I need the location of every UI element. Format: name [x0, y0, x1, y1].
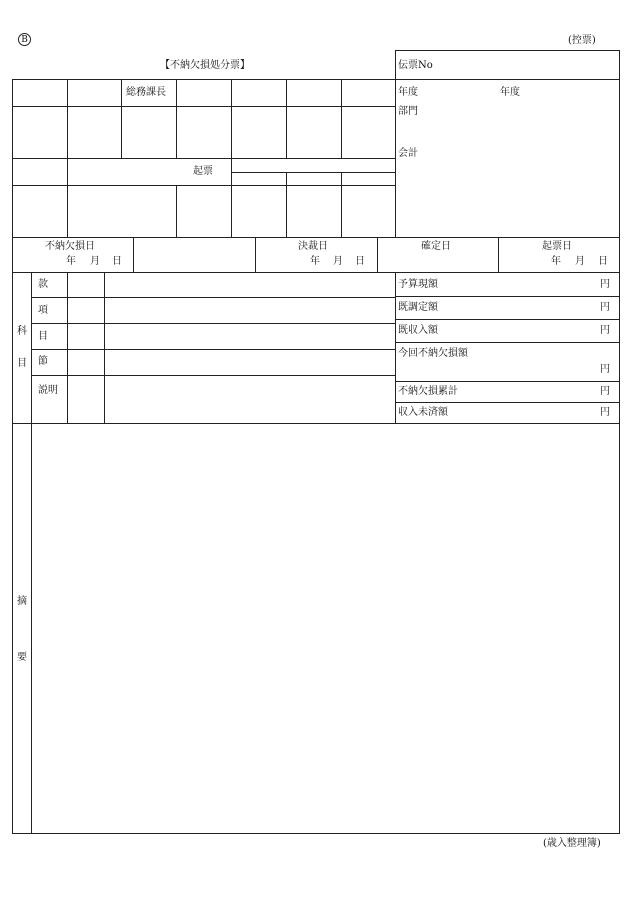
- deficit-loss-month: 月: [90, 256, 100, 267]
- subject-row-kou: 項: [38, 305, 48, 316]
- amount-received-yen: 円: [600, 325, 610, 336]
- subject-label-2: 目: [17, 358, 27, 369]
- ledger-note: (歳入整理簿): [543, 838, 601, 849]
- amount-current-loss-label: 今回不納欠損額: [398, 348, 468, 359]
- subject-description-field[interactable]: [105, 376, 395, 423]
- draft-day: 日: [598, 256, 608, 267]
- subject-row-description: 説明: [38, 385, 58, 396]
- amount-budget-yen: 円: [600, 279, 610, 290]
- account-label: 会計: [398, 148, 418, 159]
- amount-current-loss-yen: 円: [600, 364, 610, 375]
- seal-box-4[interactable]: [177, 80, 231, 158]
- voucher-no-field[interactable]: [440, 52, 616, 78]
- subject-row-moku: 目: [38, 331, 48, 342]
- amount-assessed-label: 既調定額: [398, 302, 438, 313]
- approval-day: 日: [355, 256, 365, 267]
- amount-cumulative-loss-label: 不納欠損累計: [398, 386, 458, 397]
- subject-setsu-field[interactable]: [105, 350, 395, 375]
- amount-assessed-yen: 円: [600, 302, 610, 313]
- fiscal-year-label-1: 年度: [398, 87, 418, 98]
- amount-uncollected-label: 収入未済額: [398, 407, 448, 418]
- copy-type-label: (控票): [568, 35, 596, 46]
- department-label: 部門: [398, 106, 418, 117]
- general-affairs-chief-label: 総務課長: [126, 87, 166, 98]
- amount-cumulative-loss-yen: 円: [600, 386, 610, 397]
- drafter-label: 起票: [193, 166, 213, 177]
- approval-date-label: 決裁日: [298, 241, 328, 252]
- seal-box-7[interactable]: [342, 80, 395, 158]
- summary-label-2: 要: [17, 652, 27, 663]
- voucher-no-label: 伝票No: [398, 60, 433, 71]
- amount-received-label: 既収入額: [398, 325, 438, 336]
- form-title: 【不納欠損処分票】: [160, 60, 250, 71]
- subject-kou-field[interactable]: [105, 298, 395, 323]
- draft-date-label: 起票日: [542, 241, 572, 252]
- deficit-loss-day: 日: [112, 256, 122, 267]
- seal-box-2[interactable]: [68, 107, 121, 158]
- subject-label-1: 科: [17, 326, 27, 337]
- summary-field[interactable]: [32, 424, 619, 833]
- deficit-loss-date-label: 不納欠損日: [45, 241, 95, 252]
- draft-year: 年: [551, 256, 561, 267]
- summary-label-1: 摘: [17, 596, 27, 607]
- subject-row-setsu: 節: [38, 356, 48, 367]
- subject-row-kan: 款: [38, 279, 48, 290]
- subject-kan-field[interactable]: [105, 273, 395, 297]
- amount-budget-label: 予算現額: [398, 279, 438, 290]
- seal-box-6[interactable]: [287, 80, 341, 158]
- seal-box-3[interactable]: [122, 107, 176, 158]
- deficit-loss-year: 年: [66, 256, 76, 267]
- subject-moku-field[interactable]: [105, 324, 395, 349]
- fiscal-year-label-2: 年度: [500, 87, 520, 98]
- amount-uncollected-yen: 円: [600, 407, 610, 418]
- seal-box-5[interactable]: [232, 80, 286, 158]
- approval-year: 年: [310, 256, 320, 267]
- confirm-date-label: 確定日: [421, 241, 451, 252]
- seal-box-1[interactable]: [13, 107, 67, 158]
- draft-month: 月: [575, 256, 585, 267]
- circled-b-mark: B: [18, 33, 31, 46]
- approval-month: 月: [333, 256, 343, 267]
